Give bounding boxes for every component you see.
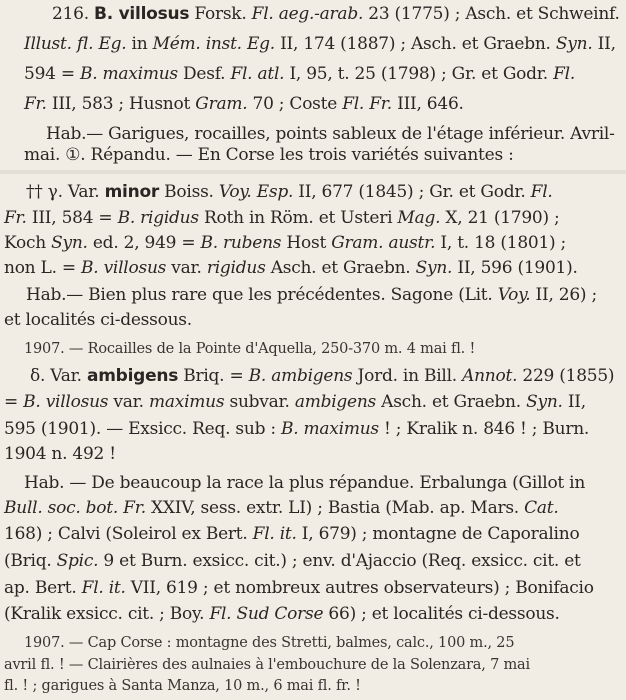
entry-216-habitat-line-1: Hab.— Garigues, rocailles, points sableux de l'étage inférieur. Avril- bbox=[46, 124, 615, 144]
var-ambigens-habitat-line-6: (Kralik exsicc. cit. ; Boy. Fl. Sud Corse 66) ; et localités ci-dessous. bbox=[4, 604, 560, 624]
var-ambigens-habitat-line-1: Hab. — De beaucoup la race la plus répandue. Erbalunga (Gillot in bbox=[24, 473, 586, 493]
entry-216-line-1: 216. B. villosus Forsk. Fl. aeg.-arab. 23 (1775) ; Asch. et Schweinf. bbox=[52, 4, 620, 24]
entry-216-line-3: 594 = B. maximus Desf. Fl. atl. I, 95, t. 25 (1798) ; Gr. et Godr. Fl. bbox=[24, 64, 575, 84]
var-ambigens-line-4: 1904 n. 492 ! bbox=[4, 444, 116, 464]
var-ambigens-collection-line-2: avril fl. ! — Clairières des aulnaies à l'embouchure de la Solenzara, 7 mai bbox=[4, 657, 530, 673]
species-name-villosus: B. villosus bbox=[94, 4, 190, 24]
var-ambigens-line-2: = B. villosus var. maximus subvar. ambigens Asch. et Graebn. Syn. II, bbox=[4, 392, 586, 412]
var-ambigens-habitat-line-2: Bull. soc. bot. Fr. XXIV, sess. extr. LI) ; Bastia (Mab. ap. Mars. Cat. bbox=[4, 498, 559, 518]
var-ambigens-habitat-line-5: ap. Bert. Fl. it. VII, 619 ; et nombreux autres observateurs) ; Bonifacio bbox=[4, 578, 594, 598]
entry-216-habitat-line-2: mai. ①. Répandu. — En Corse les trois variétés suivantes : bbox=[24, 145, 514, 165]
var-minor-line-4: non L. = B. villosus var. rigidus Asch. et Graebn. Syn. II, 596 (1901). bbox=[4, 258, 578, 278]
var-minor-habitat-line-2: et localités ci-dessous. bbox=[4, 310, 192, 330]
section-divider bbox=[0, 170, 626, 174]
entry-216-line-4: Fr. III, 583 ; Husnot Gram. 70 ; Coste Fl. Fr. III, 646. bbox=[24, 94, 464, 114]
var-minor-collection-record: 1907. — Rocailles de la Pointe d'Aquella, 250-370 m. 4 mai fl. ! bbox=[24, 341, 476, 357]
var-minor-habitat-line-1: Hab.— Bien plus rare que les précédentes. Sagone (Lit. Voy. II, 26) ; bbox=[26, 285, 597, 305]
variety-name-minor: minor bbox=[104, 182, 160, 202]
var-ambigens-habitat-line-4: (Briq. Spic. 9 et Burn. exsicc. cit.) ; env. d'Ajaccio (Req. exsicc. cit. et bbox=[4, 551, 581, 571]
variety-name-ambigens: ambigens bbox=[86, 366, 179, 386]
var-ambigens-collection-line-1: 1907. — Cap Corse : montagne des Stretti, balmes, calc., 100 m., 25 bbox=[24, 635, 515, 651]
var-ambigens-line-1: δ. Var. ambigens Briq. = B. ambigens Jord. in Bill. Annot. 229 (1855) bbox=[30, 366, 615, 386]
var-minor-line-3: Koch Syn. ed. 2, 949 = B. rubens Host Gram. austr. I, t. 18 (1801) ; bbox=[4, 233, 567, 253]
var-ambigens-habitat-line-3: 168) ; Calvi (Soleirol ex Bert. Fl. it. I, 679) ; montagne de Caporalino bbox=[4, 524, 580, 544]
var-minor-line-1: †† γ. Var. minor Boiss. Voy. Esp. II, 677 (1845) ; Gr. et Godr. Fl. bbox=[26, 182, 553, 202]
var-ambigens-line-3: 595 (1901). — Exsicc. Req. sub : B. maximus ! ; Kralik n. 846 ! ; Burn. bbox=[4, 419, 590, 439]
var-minor-line-2: Fr. III, 584 = B. rigidus Roth in Röm. et Usteri Mag. X, 21 (1790) ; bbox=[4, 208, 560, 228]
entry-216-line-2: Illust. fl. Eg. in Mém. inst. Eg. II, 174 (1887) ; Asch. et Graebn. Syn. II, bbox=[24, 34, 616, 54]
var-ambigens-collection-line-3: fl. ! ; garigues à Santa Manza, 10 m., 6 mai fl. fr. ! bbox=[4, 678, 361, 694]
